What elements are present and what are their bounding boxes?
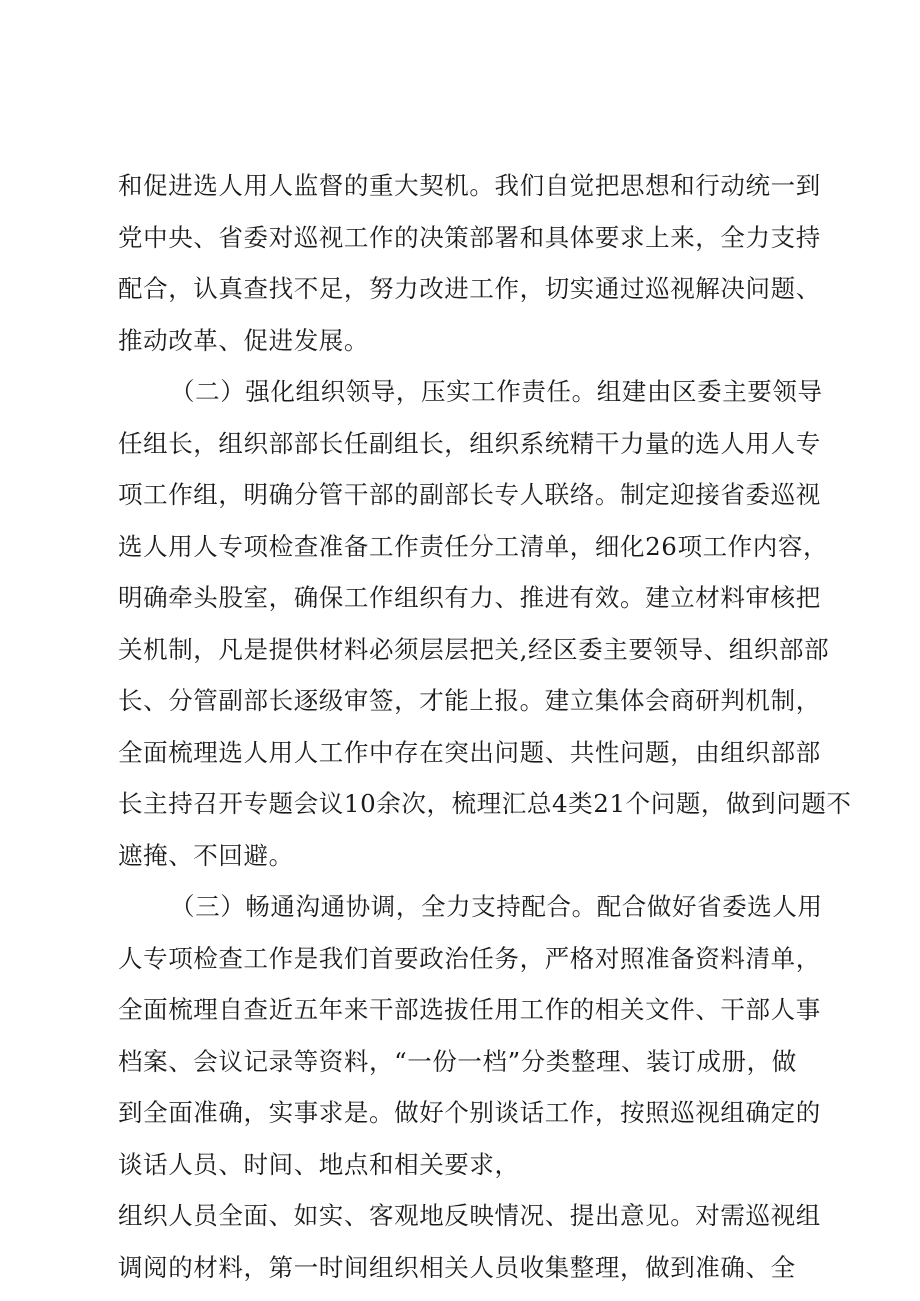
text-line: 谈话人员、时间、地点和相关要求， bbox=[118, 1149, 520, 1179]
text-line: 到全面准确，实事求是。做好个别谈话工作，按照巡视组确定的 bbox=[118, 1098, 821, 1127]
text-line: 调阅的材料，第一时间组织相关人员收集整理，做到准确、全 bbox=[118, 1252, 796, 1282]
text-line: 党中央、省委对巡视工作的决策部署和具体要求上来，全力支持 bbox=[118, 222, 821, 252]
document-body bbox=[118, 160, 852, 1293]
paragraph-heading-line: （三）畅通沟通协调，全力支持配合。配合做好省委选人用 bbox=[170, 892, 823, 921]
text-line: 选人用人专项检查准备工作责任分工清单，细化26项工作内容， bbox=[118, 531, 829, 561]
text-line: 项工作组，明确分管干部的副部长专人联络。制定迎接省委巡视 bbox=[118, 480, 821, 509]
text-line: 配合，认真查找不足，努力改进工作，切实通过巡视解决问题、 bbox=[118, 274, 821, 303]
text-line: 推动改革、促进发展。 bbox=[118, 325, 369, 355]
text-line: 明确牵头股室，确保工作组织有力、推进有效。建立材料审核把 bbox=[118, 583, 821, 612]
text-line: 和促进选人用人监督的重大契机。我们自觉把思想和行动统一到 bbox=[118, 171, 821, 200]
paragraph-heading-line: （二）强化组织领导，压实工作责任。组建由区委主要领导 bbox=[170, 377, 823, 406]
text-line: 长、分管副部长逐级审签，才能上报。建立集体会商研判机制， bbox=[118, 686, 821, 715]
text-line: 关机制，凡是提供材料必须层层把关,经区委主要领导、组织部部 bbox=[118, 634, 830, 664]
text-line: 全面梳理选人用人工作中存在突出问题、共性问题，由组织部部 bbox=[118, 737, 821, 767]
text-line: 全面梳理自查近五年来干部选拔任用工作的相关文件、干部人事 bbox=[118, 995, 821, 1024]
text-line: 遮掩、不回避。 bbox=[118, 840, 294, 870]
text-line: 组织人员全面、如实、客观地反映情况、提出意见。对需巡视组 bbox=[118, 1201, 821, 1230]
text-line: 任组长，组织部部长任副组长，组织系统精干力量的选人用人专 bbox=[118, 428, 821, 458]
text-line: 档案、会议记录等资料，“一份一档”分类整理、装订成册，做 bbox=[118, 1046, 797, 1076]
text-line: 人专项检查工作是我们首要政治任务，严格对照准备资料清单， bbox=[118, 943, 821, 973]
text-line: 长主持召开专题会议10余次，梳理汇总4类21个问题，做到问题不 bbox=[118, 789, 852, 818]
